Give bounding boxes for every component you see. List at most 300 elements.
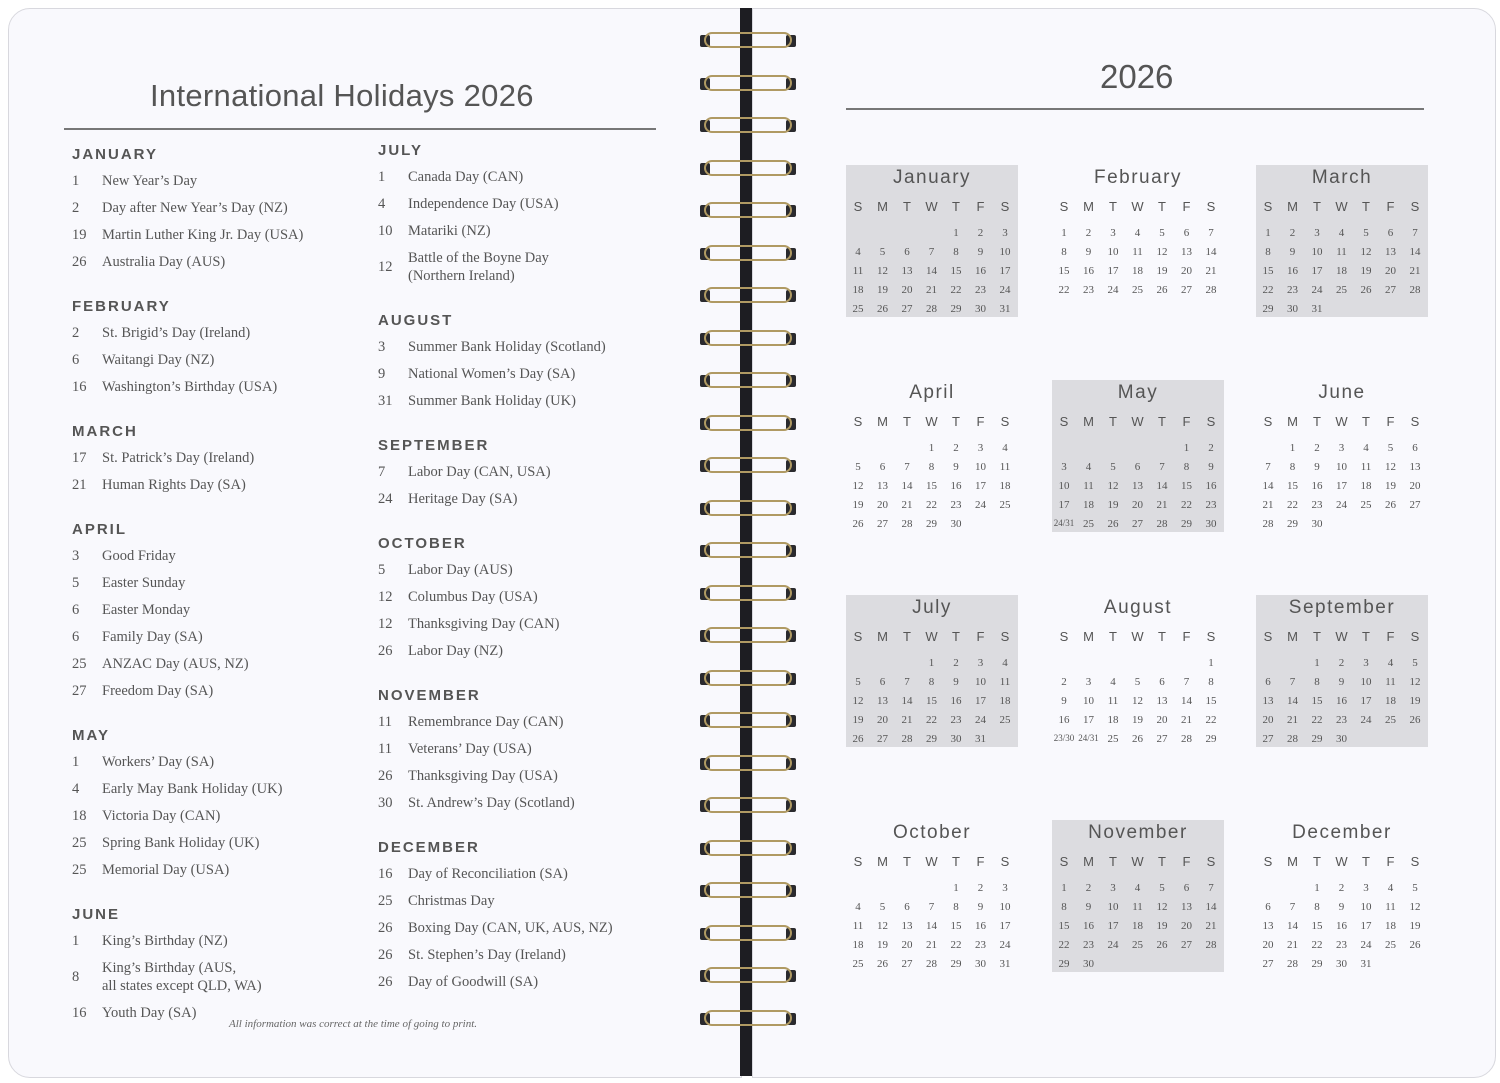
calendar-day: 28 [1287, 958, 1298, 970]
calendar-day: 13 [877, 480, 888, 492]
calendar-day: 13 [901, 920, 913, 932]
calendar-day: 15 [950, 920, 962, 932]
holiday-date: 12 [378, 259, 393, 275]
calendar-day: 19 [1385, 480, 1396, 492]
calendar-day: 3 [1002, 882, 1008, 894]
calendar-day: 16 [1336, 695, 1347, 707]
ring-wire [704, 160, 792, 176]
calendar-day: 14 [901, 480, 913, 492]
calendar-day: 11 [1107, 695, 1119, 707]
calendar-day: 6 [879, 461, 886, 473]
calendar-day: 8 [1289, 461, 1296, 473]
calendar-day: 2 [1289, 227, 1296, 239]
weekday-label: S [1000, 629, 1010, 644]
binding-ring [700, 498, 796, 520]
calendar-day: 7 [904, 461, 910, 473]
holiday-date: 4 [378, 196, 386, 212]
calendar-day: 11 [1083, 480, 1094, 492]
month-calendar [1256, 820, 1428, 972]
calendar-day: 25 [1385, 714, 1396, 726]
calendar-day: 21 [926, 284, 937, 296]
calendar-day: 5 [855, 461, 861, 473]
calendar-day: 22 [1287, 499, 1298, 511]
calendar-day: 18 [1107, 714, 1119, 726]
binding-ring [700, 158, 796, 180]
calendar-day: 6 [1387, 227, 1394, 239]
weekday-label: S [1410, 854, 1420, 869]
calendar-day: 26 [852, 518, 864, 530]
calendar-day: 20 [901, 939, 913, 951]
weekday-label: W [1131, 199, 1144, 214]
holiday-name: Thanksgiving Day (CAN) [408, 616, 560, 632]
calendar-day: 11 [852, 265, 864, 277]
calendar-day: 9 [1061, 695, 1067, 707]
calendar-day: 30 [1287, 303, 1298, 315]
calendar-day: 26 [1132, 733, 1143, 745]
holiday-date: 3 [72, 548, 80, 564]
calendar-day: 16 [1058, 714, 1070, 726]
weekday-label: T [1313, 414, 1321, 429]
calendar-day: 3 [1002, 227, 1008, 239]
calendar-day: 15 [1181, 480, 1192, 492]
month-calendar [1256, 380, 1428, 532]
calendar-day: 15 [1262, 265, 1274, 277]
calendar-day: 9 [1085, 246, 1092, 258]
holiday-month-heading: AUGUST [378, 312, 454, 329]
calendar-day: 31 [1360, 958, 1372, 970]
weekday-label: S [1059, 199, 1069, 214]
calendar-day: 29 [950, 958, 962, 970]
calendar-day: 29 [926, 733, 937, 745]
calendar-day: 1 [1314, 882, 1320, 894]
calendar-day: 11 [852, 920, 864, 932]
holiday-name: Thanksgiving Day (USA) [408, 768, 558, 784]
calendar-day: 22 [1058, 284, 1070, 296]
weekday-label: F [1182, 629, 1191, 644]
month-calendar [846, 820, 1018, 972]
holiday-date: 11 [378, 741, 392, 757]
weekday-label: T [1109, 854, 1117, 869]
holiday-month-heading: JULY [378, 142, 423, 159]
weekday-label: F [1182, 414, 1191, 429]
calendar-day: 15 [1287, 480, 1298, 492]
calendar-day: 17 [1336, 480, 1347, 492]
calendar-day: 7 [928, 901, 935, 913]
calendar-day: 1 [1183, 442, 1190, 454]
weekday-label: T [1362, 629, 1370, 644]
calendar-day: 18 [1132, 920, 1143, 932]
holiday-name: Day of Reconciliation (SA) [408, 866, 568, 882]
calendar-day: 17 [1083, 714, 1094, 726]
calendar-day: 18 [852, 939, 864, 951]
weekday-label: W [1335, 629, 1348, 644]
calendar-day: 1 [928, 657, 935, 669]
month-calendar [846, 380, 1018, 532]
calendar-day: 11 [1132, 246, 1143, 258]
calendar-day: 25 [1132, 939, 1143, 951]
calendar-day: 1 [953, 227, 959, 239]
calendar-day: 6 [1265, 901, 1271, 913]
calendar-day: 19 [852, 499, 864, 511]
calendar-day: 30 [950, 733, 962, 745]
calendar-day: 12 [852, 695, 864, 707]
weekday-label: T [903, 414, 911, 429]
calendar-day: 21 [926, 939, 937, 951]
calendar-day: 6 [879, 676, 886, 688]
calendar-day: 2 [1085, 227, 1092, 239]
calendar-day: 25 [999, 499, 1011, 511]
ring-wire [704, 372, 792, 388]
binding-ring [700, 243, 796, 265]
calendar-day: 1 [1061, 227, 1067, 239]
binding-ring [700, 73, 796, 95]
month-name: July [912, 597, 952, 618]
calendar-day: 15 [926, 480, 937, 492]
calendar-day: 9 [1085, 901, 1092, 913]
binding-ring [700, 753, 796, 775]
calendar-day: 12 [852, 480, 864, 492]
calendar-day: 20 [1385, 265, 1396, 277]
holiday-date: 1 [72, 173, 80, 189]
calendar-day: 2 [1208, 442, 1214, 454]
calendar-day: 27 [1181, 939, 1192, 951]
calendar-day: 31 [1311, 303, 1323, 315]
calendar-day: 12 [1132, 695, 1143, 707]
weekday-label: S [1263, 414, 1273, 429]
calendar-day: 8 [1314, 901, 1320, 913]
calendar-day: 15 [1311, 695, 1323, 707]
calendar-day: 8 [928, 676, 935, 688]
holiday-name: Martin Luther King Jr. Day (USA) [102, 227, 304, 243]
binding-ring [700, 795, 796, 817]
calendar-day: 5 [879, 246, 886, 258]
holiday-date: 27 [72, 683, 87, 699]
calendar-day: 21 [1287, 714, 1298, 726]
weekday-label: S [1410, 199, 1420, 214]
calendar-day: 22 [1311, 939, 1323, 951]
calendar-day: 29 [1311, 733, 1323, 745]
weekday-label: S [1059, 854, 1069, 869]
holiday-month-heading: JANUARY [72, 146, 158, 163]
holiday-date: 1 [378, 169, 386, 185]
calendar-day: 29 [1181, 518, 1192, 530]
holiday-name: New Year’s Day [102, 173, 198, 189]
calendar-day: 23 [1336, 714, 1347, 726]
weekday-label: S [1263, 854, 1273, 869]
calendar-day: 14 [1156, 480, 1168, 492]
holiday-date: 18 [72, 808, 87, 824]
calendar-day: 16 [1083, 265, 1094, 277]
calendar-day: 31 [999, 303, 1011, 315]
calendar-day: 27 [901, 958, 913, 970]
calendar-day: 26 [877, 303, 888, 315]
holiday-date: 1 [72, 933, 80, 949]
month-name: April [909, 382, 955, 403]
month-name: June [1318, 382, 1366, 403]
holiday-name: Freedom Day (SA) [102, 683, 214, 699]
calendar-day: 2 [1338, 657, 1345, 669]
month-name: January [892, 167, 972, 188]
calendar-day: 12 [1156, 901, 1168, 913]
holiday-date: 1 [72, 754, 80, 770]
calendar-day: 4 [1110, 676, 1116, 688]
calendar-day: 29 [1205, 733, 1217, 745]
calendar-day: 27 [1262, 958, 1274, 970]
binding-ring [700, 710, 796, 732]
holiday-name: Family Day (SA) [102, 629, 203, 645]
holiday-date: 12 [378, 589, 393, 605]
month-name: May [1117, 382, 1159, 403]
calendar-day: 9 [953, 676, 959, 688]
calendar-day: 20 [1409, 480, 1421, 492]
calendar-day: 17 [999, 265, 1011, 277]
calendar-day: 21 [1181, 714, 1192, 726]
weekday-label: F [1182, 854, 1191, 869]
calendar-day: 27 [1385, 284, 1396, 296]
ring-wire [704, 797, 792, 813]
holiday-name: Labor Day (AUS) [408, 562, 513, 578]
holiday-name: Summer Bank Holiday (UK) [408, 393, 576, 409]
calendar-day: 13 [901, 265, 913, 277]
holiday-month-heading: NOVEMBER [378, 687, 481, 704]
weekday-label: W [925, 629, 938, 644]
calendar-day: 9 [1208, 461, 1214, 473]
ring-wire [704, 755, 792, 771]
weekday-label: M [1287, 199, 1298, 214]
holiday-date: 17 [72, 450, 87, 466]
holiday-name: ANZAC Day (AUS, NZ) [102, 656, 249, 672]
weekday-label: S [1059, 414, 1069, 429]
calendar-day: 19 [1409, 920, 1421, 932]
calendar-day: 18 [1132, 265, 1143, 277]
binding-ring [700, 115, 796, 137]
calendar-day: 10 [975, 676, 986, 688]
calendar-day: 26 [1385, 499, 1396, 511]
calendar-day: 24 [975, 714, 986, 726]
holiday-name: Easter Sunday [102, 575, 186, 591]
holiday-name: Battle of the Boyne Day (Northern Ireland) [408, 250, 549, 284]
binding-ring [700, 880, 796, 902]
calendar-day: 23 [1083, 939, 1094, 951]
calendar-day: 5 [1110, 461, 1116, 473]
calendar-day: 8 [1265, 246, 1271, 258]
binding-ring [700, 838, 796, 860]
calendar-day: 10 [1360, 901, 1372, 913]
weekday-label: S [1000, 199, 1010, 214]
calendar-day: 30 [1205, 518, 1217, 530]
holiday-name: Early May Bank Holiday (UK) [102, 781, 283, 797]
weekday-label: M [1083, 629, 1094, 644]
holiday-date: 16 [72, 379, 87, 395]
ring-wire [704, 457, 792, 473]
calendar-day: 5 [1159, 227, 1165, 239]
binding-ring [700, 668, 796, 690]
holiday-date: 11 [378, 714, 392, 730]
calendar-day: 17 [1360, 695, 1372, 707]
calendar-day: 2 [1338, 882, 1345, 894]
calendar-day: 9 [1338, 676, 1345, 688]
weekday-label: T [1313, 629, 1321, 644]
ring-wire [704, 202, 792, 218]
calendar-day: 7 [928, 246, 935, 258]
month-calendar [1052, 595, 1224, 747]
calendar-day: 14 [926, 920, 937, 932]
calendar-day: 21 [1409, 265, 1421, 277]
calendar-day: 16 [1083, 920, 1094, 932]
holiday-name: Washington’s Birthday (USA) [102, 379, 278, 395]
calendar-day: 25 [999, 714, 1011, 726]
holiday-name: Good Friday [102, 548, 176, 564]
calendar-day: 5 [855, 676, 861, 688]
weekday-label: M [877, 629, 888, 644]
calendar-day: 19 [877, 284, 888, 296]
calendar-day: 14 [1409, 246, 1421, 258]
calendar-day: 9 [977, 246, 984, 258]
calendar-day: 19 [852, 714, 864, 726]
calendar-day: 23 [1205, 499, 1217, 511]
calendar-day: 18 [1083, 499, 1094, 511]
calendar-day: 10 [1311, 246, 1323, 258]
calendar-day: 21 [1287, 939, 1298, 951]
calendar-day: 23/30 [1053, 733, 1075, 743]
month-name: November [1088, 822, 1188, 843]
calendar-day: 22 [926, 714, 937, 726]
calendar-day: 20 [1181, 920, 1192, 932]
calendar-day: 20 [1181, 265, 1192, 277]
calendar-day: 3 [977, 442, 984, 454]
calendar-day: 8 [928, 461, 935, 473]
ring-wire [704, 542, 792, 558]
calendar-day: 7 [1159, 461, 1165, 473]
calendar-day: 6 [1183, 882, 1190, 894]
calendar-day: 11 [1385, 676, 1396, 688]
weekday-label: T [1362, 199, 1370, 214]
holiday-date: 21 [72, 477, 87, 493]
holiday-name: Independence Day (USA) [408, 196, 559, 212]
calendar-day: 16 [1311, 480, 1323, 492]
holiday-date: 25 [72, 835, 87, 851]
calendar-day: 28 [1156, 518, 1168, 530]
holiday-name: Waitangi Day (NZ) [102, 352, 215, 368]
calendar-day: 6 [904, 246, 910, 258]
calendar-day: 5 [1412, 657, 1418, 669]
calendar-day: 19 [1360, 265, 1372, 277]
calendar-day: 5 [1387, 442, 1394, 454]
calendar-day: 4 [1338, 227, 1345, 239]
calendar-day: 5 [1159, 882, 1165, 894]
calendar-day: 25 [852, 303, 864, 315]
weekday-label: F [1386, 414, 1395, 429]
calendar-day: 3 [1363, 882, 1369, 894]
calendar-day: 9 [1338, 901, 1345, 913]
weekday-label: T [1313, 199, 1321, 214]
holiday-date: 5 [378, 562, 386, 578]
weekday-label: T [952, 199, 960, 214]
calendar-day: 18 [1336, 265, 1347, 277]
calendar-day: 28 [1287, 733, 1298, 745]
calendar-day: 16 [975, 920, 986, 932]
calendar-day: 26 [1409, 714, 1421, 726]
calendar-day: 7 [1208, 227, 1214, 239]
calendar-day: 24 [1107, 939, 1119, 951]
calendar-day: 25 [1083, 518, 1094, 530]
calendar-day: 10 [1058, 480, 1070, 492]
holiday-date: 7 [378, 464, 386, 480]
weekday-label: W [925, 854, 938, 869]
calendar-day: 27 [1181, 284, 1192, 296]
weekday-label: W [1131, 854, 1144, 869]
calendar-day: 30 [975, 958, 986, 970]
holiday-date: 3 [378, 339, 386, 355]
holiday-name: Spring Bank Holiday (UK) [102, 835, 260, 851]
month-name: August [1103, 597, 1173, 618]
holiday-name: Workers’ Day (SA) [102, 754, 215, 770]
weekday-label: F [976, 414, 985, 429]
weekday-label: F [1386, 199, 1395, 214]
weekday-label: W [1131, 629, 1144, 644]
holiday-name: Youth Day (SA) [102, 1005, 197, 1021]
calendar-day: 3 [1061, 461, 1067, 473]
holiday-name: Columbus Day (USA) [408, 589, 538, 605]
print-footnote: All information was correct at the time of going to print. [229, 1018, 477, 1030]
calendar-day: 12 [1156, 246, 1168, 258]
calendar-day: 25 [1385, 939, 1396, 951]
calendar-day: 13 [1262, 920, 1274, 932]
calendar-day: 12 [1409, 901, 1421, 913]
weekday-label: M [1083, 854, 1094, 869]
calendar-day: 1 [1061, 882, 1067, 894]
calendar-day: 13 [1409, 461, 1421, 473]
holiday-name: King’s Birthday (AUS, all states except QLD, WA) [102, 960, 262, 994]
calendar-day: 29 [1287, 518, 1298, 530]
calendar-day: 16 [950, 480, 962, 492]
calendar-day: 26 [1107, 518, 1119, 530]
calendar-day: 6 [1265, 676, 1271, 688]
weekday-label: S [853, 199, 863, 214]
calendar-day: 27 [901, 303, 913, 315]
calendar-day: 17 [975, 480, 986, 492]
calendar-day: 26 [1156, 284, 1168, 296]
calendar-day: 26 [852, 733, 864, 745]
holiday-month-heading: SEPTEMBER [378, 437, 490, 454]
calendar-day: 10 [1107, 901, 1119, 913]
calendar-day: 11 [1385, 901, 1396, 913]
calendar-day: 22 [1181, 499, 1192, 511]
weekday-label: T [903, 629, 911, 644]
calendar-day: 15 [1058, 920, 1070, 932]
calendar-day: 6 [1183, 227, 1190, 239]
calendar-day: 24 [1107, 284, 1119, 296]
calendar-day: 20 [1132, 499, 1143, 511]
binding-ring [700, 413, 796, 435]
month-name: February [1093, 167, 1183, 188]
calendar-day: 7 [1289, 901, 1296, 913]
holiday-date: 9 [378, 366, 386, 382]
month-calendar [1052, 820, 1224, 972]
calendar-day: 23 [1083, 284, 1094, 296]
calendar-day: 7 [1265, 461, 1271, 473]
calendar-day: 23 [950, 499, 962, 511]
weekday-label: M [877, 414, 888, 429]
calendar-day: 27 [1156, 733, 1168, 745]
holiday-name: Boxing Day (CAN, UK, AUS, NZ) [408, 920, 613, 936]
calendar-day: 22 [1058, 939, 1070, 951]
calendar-day: 30 [975, 303, 986, 315]
weekday-label: T [952, 629, 960, 644]
calendar-day: 8 [1061, 901, 1067, 913]
calendar-day: 29 [1262, 303, 1274, 315]
calendar-day: 24 [975, 499, 986, 511]
